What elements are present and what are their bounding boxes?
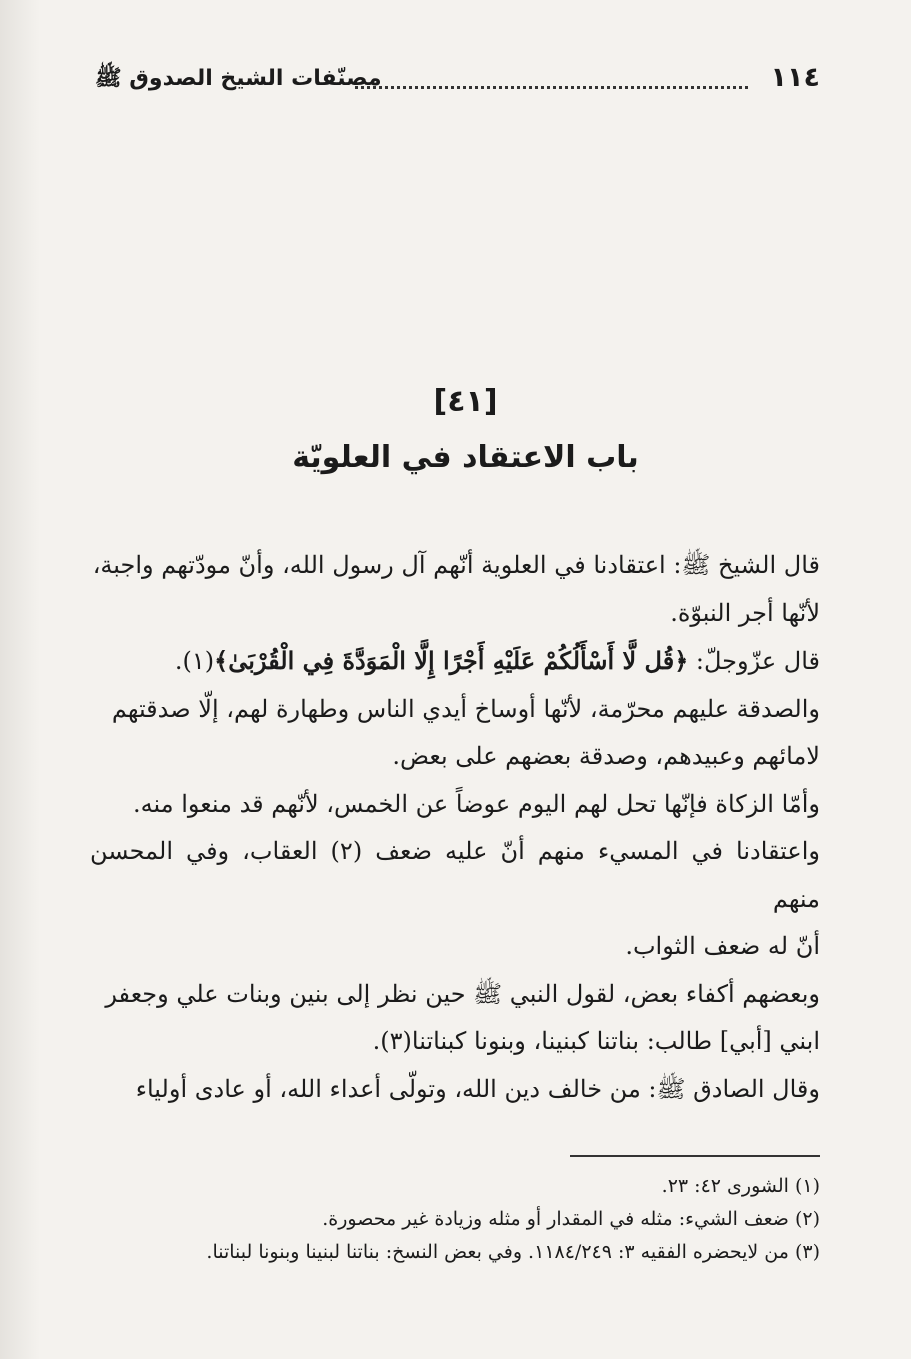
header-dotted-leader — [355, 86, 748, 89]
body-line: أنّ له ضعف الثواب. — [625, 932, 820, 960]
quran-intro: قال عزّوجلّ: — [688, 647, 820, 675]
page-header — [95, 62, 820, 102]
body-line: وبعضهم أكفاء بعض، لقول النبي ﷺ حين نظر إلى بنين وبنات علي وجعفر — [105, 979, 820, 1008]
chapter-number: [٤١] — [433, 384, 498, 419]
body-line: لأنّها أجر النبوّة. — [670, 598, 820, 627]
footnote-2: (٢) ضعف الشيء: مثله في المقدار أو مثله وزيادة غير محصورة. — [322, 1208, 820, 1230]
footnote-separator — [570, 1155, 820, 1157]
body-line-quran-citation — [90, 637, 820, 686]
quran-verse: ﴿قُل لَّا أَسْأَلُكُمْ عَلَيْهِ أَجْرًا إِلَّا الْمَوَدَّةَ فِي الْقُرْبَىٰ﴾ — [214, 646, 689, 675]
footnotes — [90, 1170, 820, 1269]
chapter-title: باب الاعتقاد في العلويّة — [292, 440, 639, 475]
running-title: مصنّفات الشيخ الصدوق ﷺ — [95, 66, 382, 91]
body-line: والصدقة عليهم محرّمة، لأنّها أوساخ أيدي الناس وطهارة لهم، إلّا صدقتهم — [111, 694, 820, 723]
body-line: واعتقادنا في المسيء منهم أنّ عليه ضعف (٢) العقاب، وفي المحسن منهم — [90, 837, 820, 913]
page-number: ١١٤ — [770, 62, 820, 93]
body-line: لامائهم وعبيدهم، وصدقة بعضهم على بعض. — [392, 742, 820, 770]
body-text — [90, 542, 820, 1113]
body-line: وقال الصادق ﷺ: من خالف دين الله، وتولّى أعداء الله، أو عادى أولياء — [135, 1074, 820, 1103]
footnote-3: (٣) من لايحضره الفقيه ٣: ١١٨٤/٢٤٩. وفي بعض النسخ: بناتنا لبنينا وبنونا لبناتنا. — [206, 1241, 820, 1263]
body-line: قال الشيخ ﷺ: اعتقادنا في العلوية أنّهم آل رسول الله، وأنّ مودّتهم واجبة، — [92, 551, 820, 579]
footnote-marker: (١). — [174, 647, 215, 675]
footnote-1: (١) الشورى ٤٢: ٢٣. — [661, 1175, 820, 1197]
body-line: ابني [أبي] طالب: بناتنا كبنينا، وبنونا كبناتنا(٣). — [372, 1027, 820, 1055]
body-line: وأمّا الزكاة فإنّها تحل لهم اليوم عوضاً عن الخمس، لأنّهم قد منعوا منه. — [132, 789, 820, 818]
